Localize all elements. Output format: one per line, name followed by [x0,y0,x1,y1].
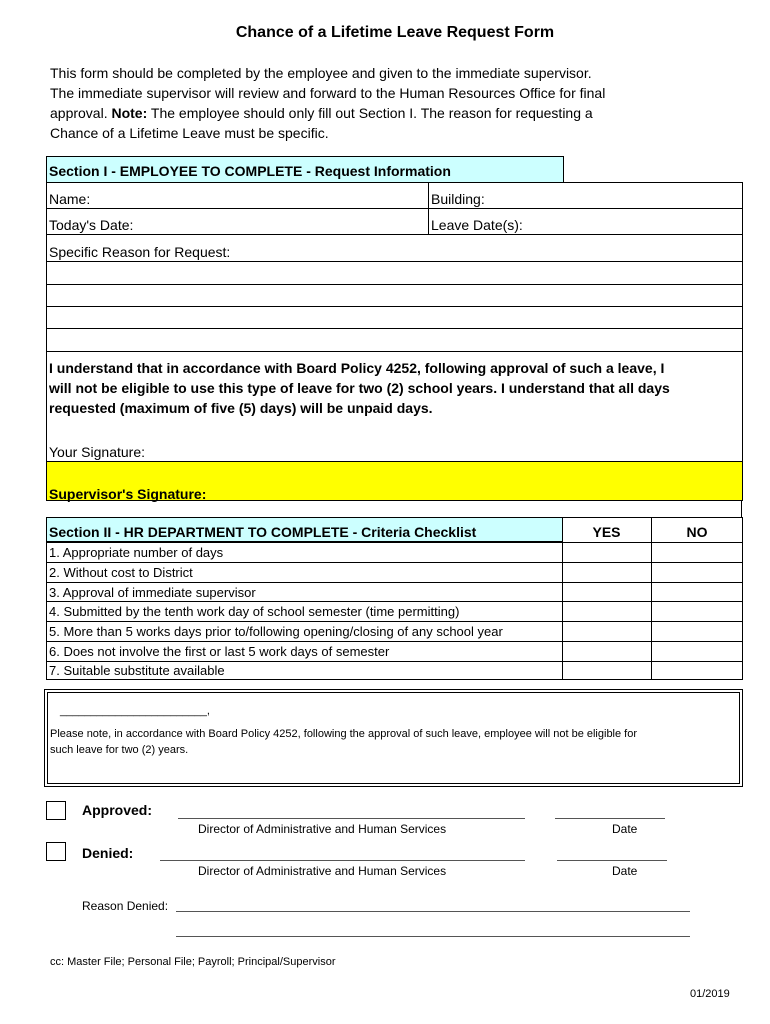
criteria-item: 6. Does not involve the first or last 5 work days of semester [49,644,390,659]
director-label: Director of Administrative and Human Services [198,864,447,878]
date-label: Date [612,864,638,878]
reason-label: Specific Reason for Request: [49,244,231,260]
no-column-header: NO [686,524,708,540]
denied-label: Denied: [82,845,134,861]
approved-label: Approved: [82,802,152,818]
date-label: Date [612,822,638,836]
statement-line: I understand that in accordance with Board Policy 4252, following approval of such a leave, I [49,360,665,376]
criteria-item: 4. Submitted by the tenth work day of school semester (time permitting) [49,604,460,619]
denied-date-line[interactable] [557,860,667,861]
criteria-item: 7. Suitable substitute available [49,663,225,678]
director-label: Director of Administrative and Human Services [198,822,447,836]
denied-checkbox[interactable] [46,842,66,861]
note-text-line: Please note, in accordance with Board Policy 4252, following the approval of such leave, employee will not be eligible for [50,728,638,740]
criteria-item: 1. Appropriate number of days [49,545,224,560]
section1-header: Section I - EMPLOYEE TO COMPLETE - Request Information [49,163,451,179]
todays-date-label: Today's Date: [49,217,134,233]
your-signature-label: Your Signature: [49,444,145,460]
reason-denied-line[interactable] [176,936,690,937]
statement-line: will not be eligible to use this type of leave for two (2) school years. I understand that all days [49,380,670,396]
intro-text [50,63,710,143]
intro-text-segment: approval. [50,105,112,121]
denied-signature-line[interactable] [160,860,525,861]
note-blank-line: ________________________, [60,705,210,717]
statement-line: requested (maximum of five (5) days) will be unpaid days. [49,400,433,416]
criteria-item: 2. Without cost to District [49,565,193,580]
form-title: Chance of a Lifetime Leave Request Form [235,24,555,41]
approved-signature-line[interactable] [178,818,525,819]
intro-line [50,103,710,123]
supervisor-signature-label: Supervisor's Signature: [49,486,207,502]
criteria-item: 3. Approval of immediate supervisor [49,585,256,600]
note-label: Note: [111,105,148,121]
note-text-line: such leave for two (2) years. [50,744,189,756]
approved-checkbox[interactable] [46,801,66,820]
leave-dates-label: Leave Date(s): [431,217,523,233]
intro-line: The immediate supervisor will review and forward to the Human Resources Office for final [50,85,606,101]
name-label: Name: [49,191,91,207]
reason-denied-label: Reason Denied: [82,899,169,913]
criteria-item: 5. More than 5 works days prior to/following opening/closing of any school year [49,624,503,639]
reason-denied-line[interactable] [176,911,690,912]
intro-line: Chance of a Lifetime Leave must be specific. [50,125,329,141]
form-version: 01/2019 [690,988,730,1000]
section2-header: Section II - HR DEPARTMENT TO COMPLETE - Criteria Checklist [49,524,477,540]
intro-text-segment: The employee should only fill out Section I. The reason for requesting a [147,105,593,121]
building-label: Building: [431,191,485,207]
cc-list: cc: Master File; Personal File; Payroll; Principal/Supervisor [50,956,336,968]
approved-date-line[interactable] [555,818,665,819]
yes-column-header: YES [592,524,621,540]
intro-line: This form should be completed by the employee and given to the immediate supervisor. [50,65,592,81]
